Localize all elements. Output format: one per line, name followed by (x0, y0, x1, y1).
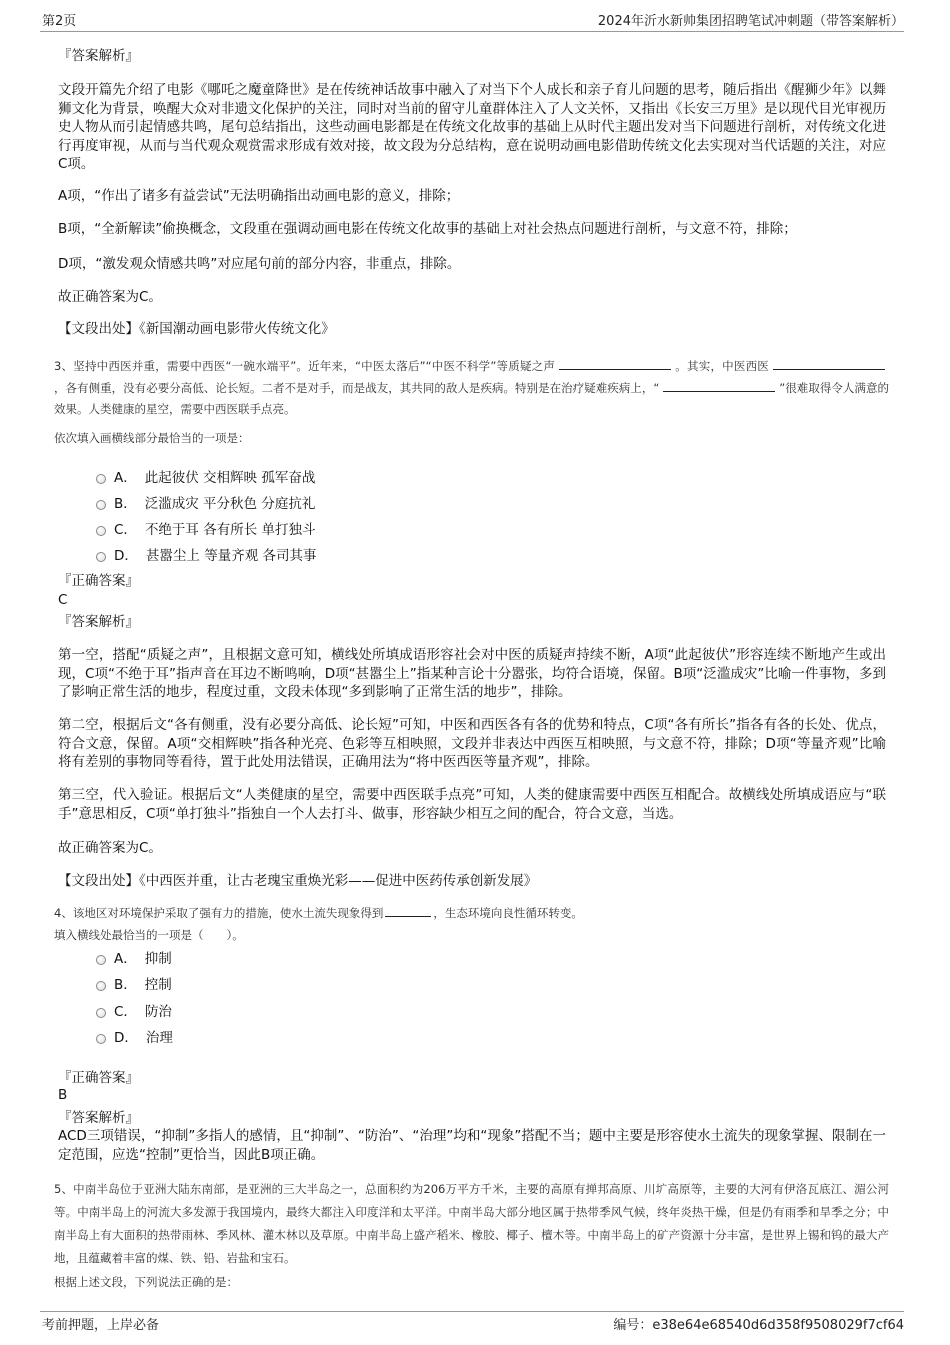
option-text: 治理 (145, 1030, 173, 1046)
analysis-label: 『答案解析』 (58, 1110, 139, 1126)
stem-text: ，各有侧重，没有必要分高低、论长短。二者不是对手，而是战友，其共同的敌人是疾病。特别是在治疗疑难疾病上，“ (54, 380, 660, 395)
option-d-analysis: D项，“激发观众情感共鸣”对应尾句前的部分内容，非重点，排除。 (58, 256, 461, 272)
analysis-paragraph-2: 第二空，根据后文“各有侧重，没有必要分高低、论长短”可知，中医和西医各有各的优势和特点，C项“各有所长”指各有各的长处、优点，符合文意，保留。A项“交相辉映”指各种光亮、色彩等互相映照，文段并非表达中西医互相映照，与文意不符，排除；D项“等量齐观”比喻将有差别的事物同等看待，置于此处用法错误，正确用法为“将中医西医等量齐观”，排除。 (58, 717, 886, 770)
blank-3 (663, 380, 775, 392)
question-3-prompt: 依次填入画横线部分最恰当的一项是： (54, 431, 250, 445)
option-text: 抑制 (144, 951, 172, 967)
answer-label: 『正确答案』 (58, 573, 139, 589)
blank-1 (559, 358, 671, 370)
option-text: 不绝于耳 各有所长 单打独斗 (144, 522, 316, 538)
footer-slogan: 考前押题，上岸必备 (42, 1318, 160, 1333)
option-key: A． (114, 951, 137, 967)
option-key: C． (114, 522, 137, 538)
radio-button[interactable] (96, 1034, 106, 1044)
stem-text: 4、该地区对环境保护采取了强有力的措施，使水土流失现象得到 (54, 906, 384, 920)
stem-text: ，生态环境向良性循环转变。 (433, 906, 583, 920)
option-key: D． (114, 548, 138, 564)
option-key: D． (114, 1030, 138, 1046)
q3-option-c[interactable] (96, 518, 316, 538)
radio-button[interactable] (96, 955, 106, 965)
radio-button[interactable] (96, 552, 106, 562)
blank-2 (773, 358, 885, 370)
footer-divider (40, 1311, 904, 1312)
option-key: B． (114, 496, 137, 512)
analysis-label: 『答案解析』 (58, 614, 139, 630)
stem-text: ”很难取得令人满意的效果。人类健康的星空，需要中西医联手点亮。 (54, 380, 889, 416)
q4-option-b[interactable] (96, 973, 172, 993)
document-title: 2024年沂水新帅集团招聘笔试冲刺题（带答案解析） (597, 14, 904, 29)
q3-option-a[interactable] (96, 466, 315, 486)
analysis-paragraph-1: 第一空，搭配“质疑之声”，且根据文意可知，横线处所填成语形容社会对中医的质疑声持续不断，A项“此起彼伏”形容连续不断地产生或出现，C项“不绝于耳”指声音在耳边不断鸣响，D项“甚嚣尘上”指某种言论十分嚣张，均符合语境，保留。B项“泛滥成灾”比喻一件事物，多到了影响正常生活的地步，程度过重，文段未体现“多到影响了正常生活的地步”，排除。 (58, 647, 886, 700)
option-key: C． (114, 1004, 137, 1020)
source: 【文段出处】《新国潮动画电影带火传统文化》 (58, 321, 335, 337)
conclusion: 故正确答案为C。 (58, 840, 162, 856)
option-text: 控制 (144, 977, 172, 993)
question-5-stem: 5、中南半岛位于亚洲大陆东南部，是亚洲的三大半岛之一，总面积约为206万平方千米，主要的高原有掸邦高原、川圹高原等，主要的大河有伊洛瓦底江、湄公河等。中南半岛上的河流大多发源于我国境内，最终大都注入印度洋和太平洋。中南半岛大部分地区属于热带季风气候，终年炎热干燥，但是仍有雨季和旱季之分；中南半岛上有大面积的热带雨林、季风林、灌木林以及草原。中南半岛上盛产稻米、橡胶、椰子、檀木等。中南半岛上的矿产资源十分丰富，是世界上锡和钨的最大产地，且蕴藏着丰富的煤、铁、铅、岩盐和宝石。 (54, 1182, 889, 1265)
answer: C (58, 592, 68, 608)
option-key: B． (114, 977, 137, 993)
question-4-stem (54, 903, 889, 924)
question-5-prompt: 根据上述文段，下列说法正确的是： (54, 1275, 238, 1289)
q3-option-b[interactable] (96, 492, 315, 512)
analysis-text: 文段开篇先介绍了电影《哪吒之魔童降世》是在传统神话故事中融入了对当下个人成长和亲子育儿问题的思考，随后指出《醒狮少年》以舞狮文化为背景，唤醒大众对非遗文化保护的关注，同时对当前的留守儿童群体注入了人文关怀，又指出《长安三万里》是以现代目光审视历史人物从而引起情感共鸣，尾句总结指出，这些动画电影都是在传统文化故事的基础上从时代主题出发对当下问题进行剖析，对传统文化进行再度审视，从而与当代观众观赏需求形成有效对接，故文段为分总结构，意在说明动画电影借助传统文化去实现对当代话题的关注，对应C项。 (58, 82, 886, 172)
q4-option-c[interactable] (96, 1000, 172, 1020)
header-divider (40, 31, 904, 32)
option-text: 此起彼伏 交相辉映 孤军奋战 (144, 470, 316, 486)
option-key: A． (114, 470, 137, 486)
radio-button[interactable] (96, 526, 106, 536)
answer: B (58, 1087, 68, 1103)
analysis-label: 『答案解析』 (58, 48, 139, 64)
radio-button[interactable] (96, 981, 106, 991)
radio-button[interactable] (96, 474, 106, 484)
question-3-stem (54, 356, 889, 421)
option-a-analysis: A项，“作出了诸多有益尝试”无法明确指出动画电影的意义，排除； (58, 188, 460, 204)
document-id: 编号：e38e64e68540d6d358f9508029f7cf64 (613, 1318, 904, 1333)
q4-option-a[interactable] (96, 947, 172, 967)
analysis-paragraph-3: 第三空，代入验证。根据后文“人类健康的星空，需要中西医联手点亮”可知，人类的健康需要中西医互相配合。故横线处所填成语应与“联手”意思相反，C项“单打独斗”指独自一个人去打斗、做事，形容缺少相互之间的配合，符合文意，当选。 (58, 787, 886, 822)
q4-option-d[interactable] (96, 1026, 173, 1046)
option-text: 甚嚣尘上 等量齐观 各司其事 (145, 548, 317, 564)
radio-button[interactable] (96, 500, 106, 510)
answer-label: 『正确答案』 (58, 1070, 139, 1086)
analysis-text: ACD三项错误，“抑制”多指人的感情，且“抑制”、“防治”、“治理”均和“现象”搭配不当；题中主要是形容使水土流失的现象掌握、限制在一定范围，应选“控制”更恰当，因此B项正确。 (58, 1128, 886, 1163)
page-number: 第2页 (42, 14, 77, 29)
blank (385, 905, 431, 917)
q3-option-d[interactable] (96, 544, 317, 564)
question-4-prompt: 填入横线处最恰当的一项是（ ）。 (54, 928, 244, 942)
source: 【文段出处】《中西医并重，让古老瑰宝重焕光彩——促进中医药传承创新发展》 (58, 873, 538, 889)
stem-text: 3、坚持中西医并重，需要中西医“一碗水端平”。近年来，“中医太落后”“中医不科学”等质疑之声 (54, 359, 556, 373)
conclusion: 故正确答案为C。 (58, 289, 162, 305)
option-b-analysis: B项，“全新解读”偷换概念，文段重在强调动画电影在传统文化故事的基础上对社会热点问题进行剖析，与文意不符，排除； (58, 221, 797, 237)
radio-button[interactable] (96, 1008, 106, 1018)
option-text: 防治 (144, 1004, 172, 1020)
stem-text: 。其实，中医西医 (675, 359, 769, 373)
option-text: 泛滥成灾 平分秋色 分庭抗礼 (144, 496, 316, 512)
